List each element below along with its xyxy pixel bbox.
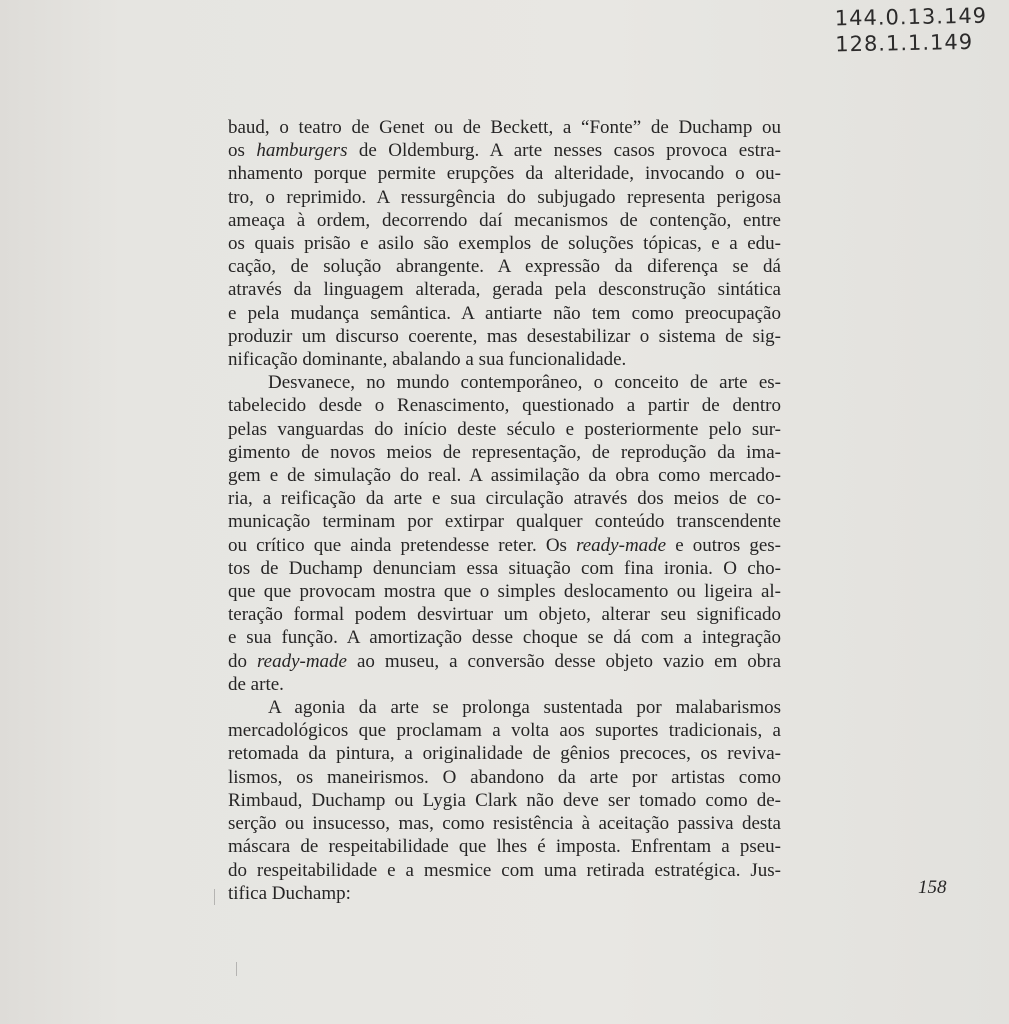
text-line: A agonia da arte se prolonga sustentada por malabarismos [268,697,781,719]
text-line: Rimbaud, Duchamp ou Lygia Clark não deve ser tomado como de- [228,789,781,811]
scan-mark [214,889,215,905]
text-line: mercadológicos que proclamam a volta aos suportes tradicionais, a [228,720,781,742]
body-text [228,116,781,905]
text-line: do ready-made ao museu, a conversão desse objeto vazio em obra [228,650,781,672]
text-line: serção ou insucesso, mas, como resistência à aceitação passiva desta [228,813,781,835]
text-line: tos de Duchamp denunciam essa situação com fina ironia. O cho- [228,557,781,579]
paragraph [228,371,781,696]
text-line: baud, o teatro de Genet ou de Beckett, a “Fonte” de Duchamp ou [228,117,781,138]
text-line: máscara de respeitabilidade que lhes é imposta. Enfrentam a pseu- [228,836,781,858]
text-line: do respeitabilidade e a mesmice com uma retirada estratégica. Jus- [228,859,781,881]
text-line: Desvanece, no mundo contemporâneo, o conceito de arte es- [268,372,781,394]
text-line: nificação dominante, abalando a sua funcionalidade. [228,349,627,371]
text-line: de arte. [228,673,284,695]
scan-mark [236,962,237,976]
paragraph [228,696,781,905]
catalog-number-line-2: 128.1.1.149 [834,29,974,57]
text-line: cação, de solução abrangente. A expressão da diferença se dá [228,256,781,278]
text-line: pelas vanguardas do início deste século e posteriormente pelo sur- [228,418,781,440]
text-line: através da linguagem alterada, gerada pela desconstrução sintática [228,279,781,301]
handwritten-catalog-number [834,3,987,58]
paragraph [228,116,781,371]
text-line: que que provocam mostra que o simples deslocamento ou ligeira al- [228,581,781,603]
page-number: 158 [918,877,947,898]
text-line: e sua função. A amortização desse choque se dá com a integração [228,627,781,649]
text-line: ria, a reificação da arte e sua circulação através dos meios de co- [228,488,781,510]
text-line: retomada da pintura, a originalidade de gênios precoces, os reviva- [228,743,781,765]
text-line: lismos, os maneirismos. O abandono da arte por artistas como [228,766,781,788]
text-line: os hamburgers de Oldemburg. A arte nesses casos provoca estra- [228,140,781,162]
text-line: teração formal podem desvirtuar um objeto, alterar seu significado [228,604,781,626]
catalog-number-line-1: 144.0.13.149 [834,3,987,31]
text-line: municação terminam por extirpar qualquer conteúdo transcendente [228,511,781,533]
text-line: gimento de novos meios de representação, de reprodução da ima- [228,441,781,463]
text-line: ameaça à ordem, decorrendo daí mecanismos de contenção, entre [228,209,781,231]
text-line: ou crítico que ainda pretendesse reter. Os ready-made e outros ges- [228,534,781,556]
text-line: os quais prisão e asilo são exemplos de soluções tópicas, e a edu- [228,233,781,255]
text-line: produzir um discurso coerente, mas desestabilizar o sistema de sig- [228,325,781,347]
text-line: gem e de simulação do real. A assimilação da obra como mercado- [228,465,781,487]
text-line: tifica Duchamp: [228,882,351,904]
text-line: e pela mudança semântica. A antiarte não tem como preocupação [228,302,781,324]
text-line: tabelecido desde o Renascimento, questionado a partir de dentro [228,395,781,417]
text-line: tro, o reprimido. A ressurgência do subjugado representa perigosa [228,186,781,208]
text-line: nhamento porque permite erupções da alteridade, invocando o ou- [228,163,781,185]
